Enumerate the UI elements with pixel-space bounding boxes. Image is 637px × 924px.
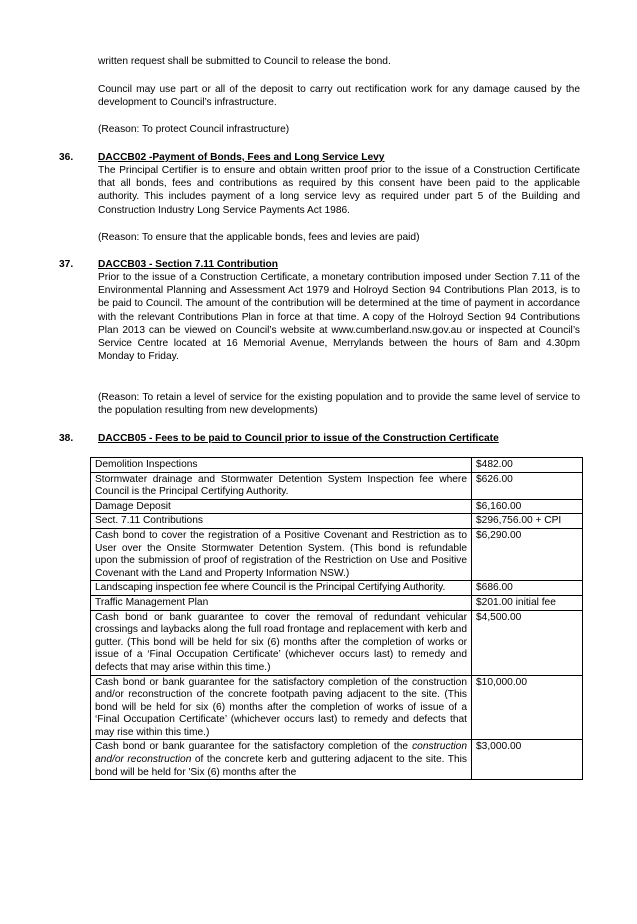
fee-description: Sect. 7.11 Contributions: [91, 514, 472, 529]
fees-table: [90, 457, 583, 780]
table-row: [91, 740, 583, 780]
condition-36-reason: (Reason: To ensure that the applicable bonds, fees and levies are paid): [98, 232, 420, 243]
condition-37-number: 37.: [59, 259, 74, 270]
fee-amount: $4,500.00: [472, 610, 583, 675]
fee-amount: $3,000.00: [472, 740, 583, 780]
fee-description: Cash bond or bank guarantee to cover the removal of redundant vehicular crossings and laybacks along the full road frontage and replacement with kerb and gutter. (This bond will be held for six (6) months after the completion of works or issue of a ‘Final Occupation Certificate’ (whichever occurs last) to remedy and defects that may arise within this time.): [91, 610, 472, 675]
intro-reason: (Reason: To protect Council infrastructure): [98, 124, 290, 135]
table-row: [91, 581, 583, 596]
fee-description-part-1: Cash bond or bank guarantee for the satisfactory completion of the: [95, 741, 413, 753]
fee-description: Stormwater drainage and Stormwater Detention System Inspection fee where Council is the Principal Certifying Authority.: [91, 472, 472, 499]
fee-description: Damage Deposit: [91, 499, 472, 514]
table-row: [91, 514, 583, 529]
fee-description: Cash bond or bank guarantee for the satisfactory completion of the construction and/or reconstruction of the concrete footpath paving adjacent to the site. (This bond will be held for six (6) months after the completion of works of issue of a ‘Final Occupation Certificate’ (whichever occurs last) to remedy and defects that may rise within this time.): [91, 675, 472, 740]
table-row: [91, 472, 583, 499]
page-bottom-margin: [0, 860, 637, 924]
fee-amount: $6,160.00: [472, 499, 583, 514]
intro-para-2: Council may use part or all of the deposit to carry out rectification work for any damage caused by the development to Council’s infrastructure.: [98, 84, 580, 109]
table-row: [91, 528, 583, 580]
fee-description: Traffic Management Plan: [91, 595, 472, 610]
condition-36-heading: DACCB02 -Payment of Bonds, Fees and Long Service Levy: [98, 152, 385, 163]
condition-36-number: 36.: [59, 152, 74, 163]
intro-para-1: written request shall be submitted to Council to release the bond.: [98, 56, 391, 67]
fee-amount: $686.00: [472, 581, 583, 596]
fee-amount: $6,290.00: [472, 528, 583, 580]
fee-amount: $482.00: [472, 458, 583, 473]
condition-37-reason: (Reason: To retain a level of service for the existing population and to provide the same level of service to the population resulting from new developments): [98, 392, 580, 417]
fee-description-part-2: of the concrete kerb and guttering adjacent to the site. This bond will be held for 'Six (6) months after the: [95, 754, 467, 778]
fee-amount: $296,756.00 + CPI: [472, 514, 583, 529]
table-row: [91, 499, 583, 514]
fee-amount: $201.00 initial fee: [472, 595, 583, 610]
condition-36-body: The Principal Certifier is to ensure and obtain written proof prior to the issue of a Construction Certificate that all bonds, fees and contributions as required by this consent have been paid to the applicable authority. This includes payment of a long service levy as required under part 5 of the Building and Construction Industry Long Service Payments Act 1986.: [98, 165, 580, 216]
fee-description: [91, 740, 472, 780]
condition-37-body: Prior to the issue of a Construction Certificate, a monetary contribution imposed under Section 7.11 of the Environmental Planning and Assessment Act 1979 and Holroyd Section 94 Contributions Plan 2013, is to be paid to Council. The amount of the contribution will be determined at the time of payment in accordance with the relevant Contributions Plan in force at that time. A copy of the Holroyd Section 94 Contributions Plan 2013 can be viewed on Council’s website at www.cumberland.nsw.gov.au or inspected at Council’s Service Centre located at 16 Memorial Avenue, Merrylands between the hours of 8am and 4.30pm Monday to Friday.: [98, 272, 580, 363]
fee-description-italic: construction and/or reconstruction: [95, 741, 467, 766]
condition-38-number: 38.: [59, 433, 74, 444]
condition-37-heading: DACCB03 - Section 7.11 Contribution: [98, 259, 278, 270]
fee-amount: $626.00: [472, 472, 583, 499]
condition-38-heading: DACCB05 - Fees to be paid to Council prior to issue of the Construction Certificate: [98, 433, 499, 444]
table-row: [91, 458, 583, 473]
fee-description: Cash bond to cover the registration of a Positive Covenant and Restriction as to User over the Onsite Stormwater Detention System. (This bond is refundable upon the submission of proof of registration of the Restriction on Use and Positive Covenant with the Land and Property Information NSW.): [91, 528, 472, 580]
fee-description: Landscaping inspection fee where Council is the Principal Certifying Authority.: [91, 581, 472, 596]
fee-description: Demolition Inspections: [91, 458, 472, 473]
table-row: [91, 675, 583, 740]
fee-amount: $10,000.00: [472, 675, 583, 740]
table-row: [91, 595, 583, 610]
table-row: [91, 610, 583, 675]
